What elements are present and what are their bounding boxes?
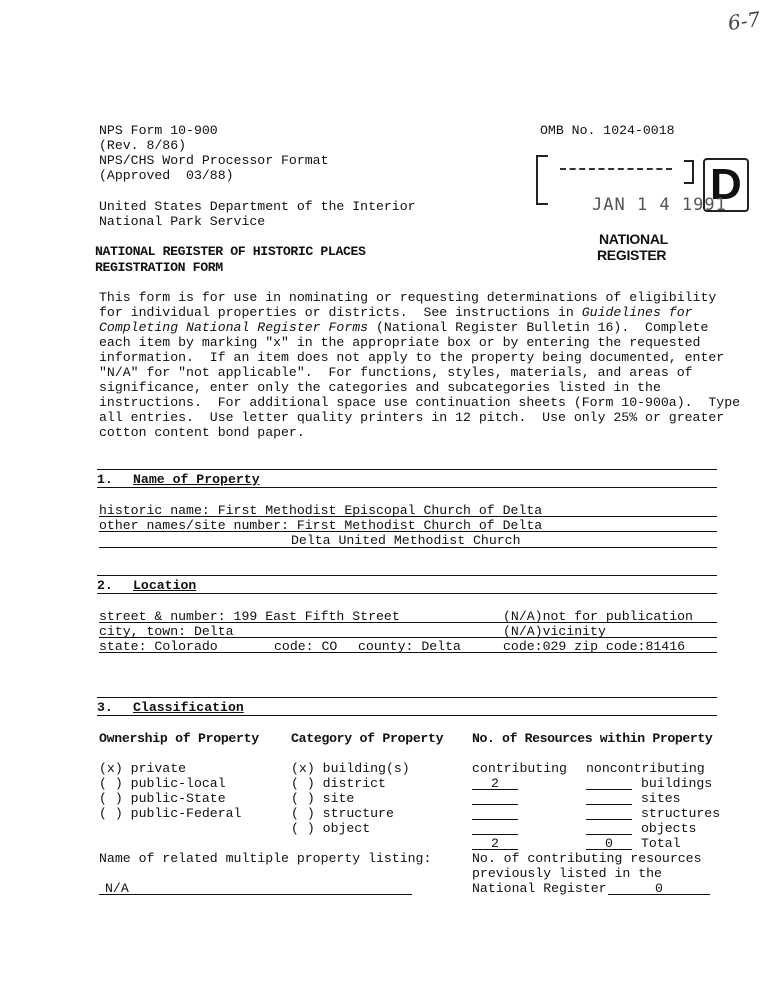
resource-type: buildings xyxy=(641,776,713,791)
section-number: 1. xyxy=(97,472,113,487)
field-underline xyxy=(99,622,717,623)
category-option-site[interactable]: ( ) site xyxy=(291,791,355,806)
instructions-line: significance, enter only the categories and subcategories listed in the xyxy=(99,380,661,395)
instructions-paragraph xyxy=(99,290,741,440)
section-rule xyxy=(97,697,717,698)
ownership-option-public-federal[interactable]: ( ) public-Federal xyxy=(99,806,242,821)
form-format: NPS/CHS Word Processor Format xyxy=(99,153,329,168)
ownership-option-public-state[interactable]: ( ) public-State xyxy=(99,791,226,806)
county-code-label: code: xyxy=(503,639,543,654)
instructions-line: information. If an item does not apply to the property being documented, enter xyxy=(99,350,725,365)
form-number: NPS Form 10-900 xyxy=(99,123,218,138)
section-heading: Classification xyxy=(133,700,244,715)
instructions-line: each item by marking "x" in the appropriate box or by entering the requested xyxy=(99,335,701,350)
previously-listed-line: previously listed in the xyxy=(472,866,662,881)
section-rule xyxy=(97,715,717,716)
section-rule xyxy=(97,593,717,594)
section-rule xyxy=(97,469,717,470)
county-code-value[interactable]: 029 xyxy=(542,639,567,654)
previously-listed-count[interactable]: 0 xyxy=(608,881,710,896)
city-value[interactable]: Delta xyxy=(193,624,234,639)
stamp-frame-mid xyxy=(560,168,672,184)
form-title: NATIONAL REGISTER OF HISTORIC PLACES xyxy=(95,244,366,259)
agency-department: United States Department of the Interior xyxy=(99,199,416,214)
instructions-line: "N/A" for "not applicable". For functions, styles, materials, and areas of xyxy=(99,365,693,380)
category-option-district[interactable]: ( ) district xyxy=(291,776,386,791)
field-underline xyxy=(99,652,717,653)
category-option-object[interactable]: ( ) object xyxy=(291,821,371,836)
form-revision: (Rev. 8/86) xyxy=(99,138,187,153)
historic-name-value[interactable]: First Methodist Episcopal Church of Delta xyxy=(217,503,543,518)
category-option-structure[interactable]: ( ) structure xyxy=(291,806,394,821)
section-heading: Name of Property xyxy=(133,472,260,487)
state-code-value[interactable]: CO xyxy=(321,639,338,654)
field-underline xyxy=(99,531,717,532)
category-option-buildings[interactable]: (x) building(s) xyxy=(291,761,410,776)
state-value[interactable]: Colorado xyxy=(154,639,218,654)
noncontributing-column-label: noncontributing xyxy=(586,761,705,776)
category-heading: Category of Property xyxy=(291,731,444,746)
ownership-option-private[interactable]: (x) private xyxy=(99,761,187,776)
section-rule xyxy=(97,575,717,576)
city-label: city, town: xyxy=(99,624,187,639)
stamp-letter: D xyxy=(703,158,749,212)
street-label: street & number: xyxy=(99,609,226,624)
section-heading: Location xyxy=(133,578,197,593)
county-label: county: xyxy=(358,639,414,654)
field-underline xyxy=(99,894,412,895)
zip-label: zip code: xyxy=(574,639,646,654)
other-names-label: other names/site number: xyxy=(99,518,289,533)
omb-number: OMB No. 1024-0018 xyxy=(540,123,675,138)
county-value[interactable]: Delta xyxy=(421,639,461,654)
instructions-text: for individual properties or districts. See instructions in xyxy=(99,305,582,320)
form-approval: (Approved 03/88) xyxy=(99,168,234,183)
state-label: state: xyxy=(99,639,147,654)
resource-type: Total xyxy=(641,836,681,851)
ownership-option-public-local[interactable]: ( ) public-local xyxy=(99,776,226,791)
form-subtitle: REGISTRATION FORM xyxy=(95,260,223,275)
stamp-frame-left xyxy=(536,155,548,205)
section-rule xyxy=(97,487,717,488)
handwritten-mark: 6-7 xyxy=(726,6,762,36)
state-code-label: code: xyxy=(274,639,314,654)
instructions-line: This form is for use in nominating or requesting determinations of eligibility xyxy=(99,290,717,305)
agency-service: National Park Service xyxy=(99,214,266,229)
not-for-publication[interactable]: (N/A)not for publication xyxy=(503,609,693,624)
resource-type: sites xyxy=(641,791,681,806)
instructions-line: all entries. Use letter quality printers in 12 pitch. Use only 25% or greater xyxy=(99,410,725,425)
instructions-line xyxy=(99,320,719,335)
contributing-total[interactable]: 2 xyxy=(472,836,518,851)
instructions-line: cotton content bond paper. xyxy=(99,425,305,440)
other-name-value[interactable]: First Methodist Church of Delta xyxy=(296,518,543,533)
other-name-value-2[interactable]: Delta United Methodist Church xyxy=(291,533,521,548)
section-number: 2. xyxy=(97,578,113,593)
instructions-text: (National Register Bulletin 16). Complete xyxy=(368,320,709,335)
field-underline xyxy=(99,637,717,638)
multiple-listing-value[interactable]: N/A xyxy=(105,881,129,896)
multiple-listing-label: Name of related multiple property listing: xyxy=(99,851,432,866)
street-value[interactable]: 199 East Fifth Street xyxy=(233,609,400,624)
stamp-date: JAN 1 4 1991 xyxy=(592,195,727,215)
instructions-line xyxy=(99,305,719,320)
noncontributing-total[interactable]: 0 xyxy=(586,836,632,851)
ownership-heading: Ownership of Property xyxy=(99,731,259,746)
resource-type: objects xyxy=(641,821,697,836)
resources-heading: No. of Resources within Property xyxy=(472,731,713,746)
stamp-frame-right xyxy=(684,160,694,184)
instructions-line: instructions. For additional space use continuation sheets (Form 10-900a). Type xyxy=(99,395,741,410)
field-underline xyxy=(99,516,717,517)
previously-listed-line: National Register xyxy=(472,881,607,896)
guidelines-title: Guidelines for xyxy=(581,305,693,320)
vicinity[interactable]: (N/A)vicinity xyxy=(503,624,606,639)
contributing-column-label: contributing xyxy=(472,761,567,776)
stamp-org-line-2: REGISTER xyxy=(597,247,667,263)
zip-value[interactable]: 81416 xyxy=(645,639,686,654)
guidelines-title-cont: Completing National Register Forms xyxy=(99,320,369,335)
contributing-count[interactable]: 2 xyxy=(472,776,518,791)
field-underline xyxy=(99,547,717,548)
historic-name-label: historic name: xyxy=(99,503,210,518)
section-number: 3. xyxy=(97,700,113,715)
resource-type: structures xyxy=(641,806,721,821)
previously-listed-line: No. of contributing resources xyxy=(472,851,702,866)
stamp-org-line-1: NATIONAL xyxy=(599,231,668,247)
